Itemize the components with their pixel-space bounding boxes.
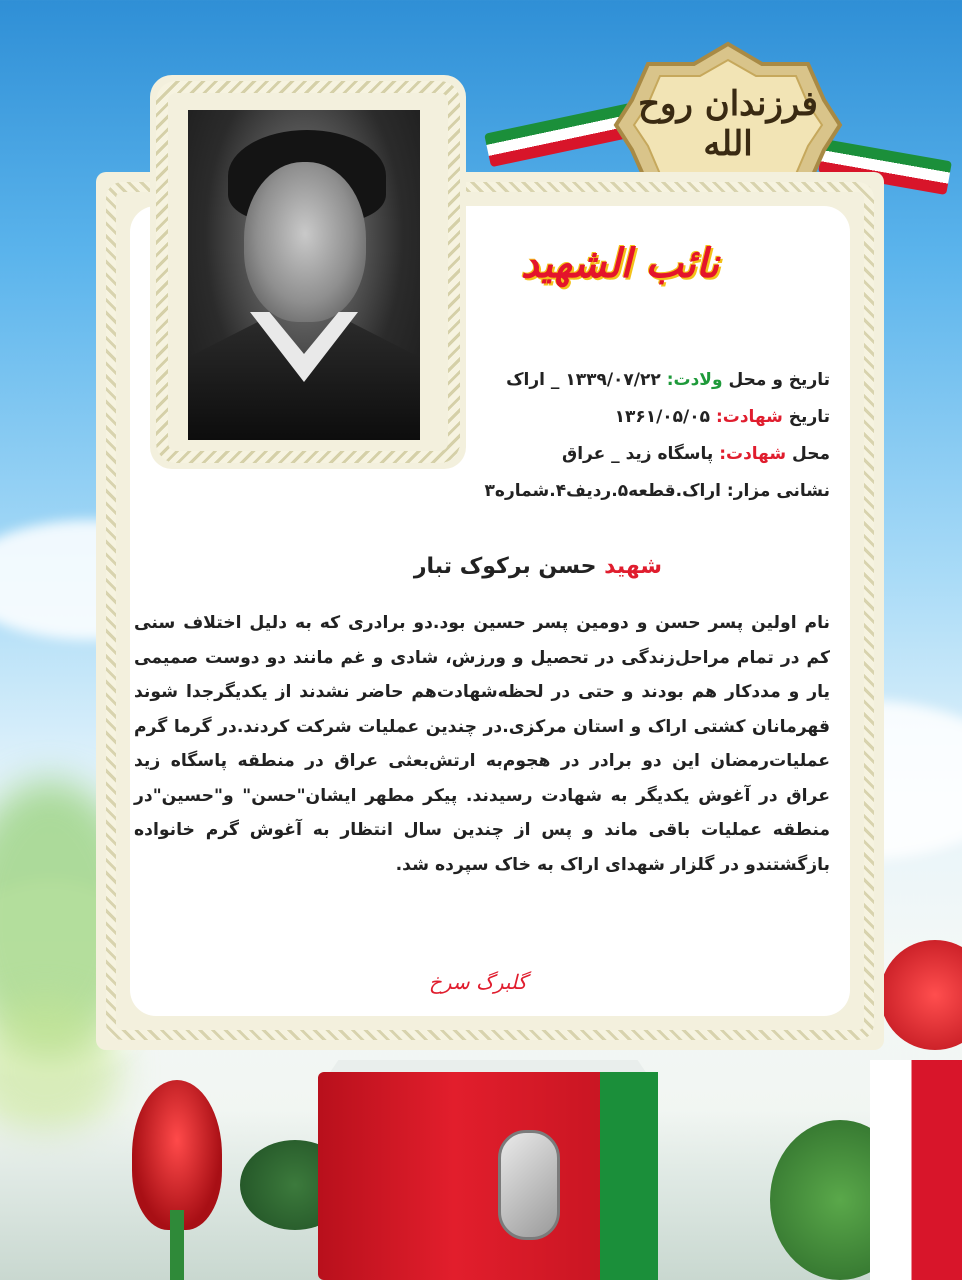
biography-text: نام اولین پسر حسن و دومین پسر حسین بود.دو برادری که به دلیل اختلاف سنی کم در تمام مراحل‌زندگی در تحصیل و ورزش، شادی و غم مانند دو دوست صمیمی یار و مددکار هم بودند و حتی در لحظه‌شهادت‌هم حاضر نشدند از یکدیگرجدا شوند قهرمانان کشتی اراک و استان مرکزی.در چندین عملیات شرکت کردند.در گرما گرم عملیات‌رمضان این دو برادر در هجوم‌به ارتش‌بعثی عراق در منطقه پاسگاه زید عراق در آغوش یکدیگر به شهادت رسیدند. پیکر مطهر ایشان"حسن" و"حسین"در منطقه عملیات باقی ماند و پس از چندین سال انتظار به آغوش گرم خانواده بازگشتندو در گلزار شهدای اراک به خاک سپرده شد. xyxy=(134,613,830,875)
grave-value: اراک.قطعه۵.ردیف۴.شماره۳ xyxy=(484,481,721,501)
tulip-monument-icon xyxy=(132,1080,222,1230)
martyrdom-date-value: ۱۳۶۱/۰۵/۰۵ xyxy=(614,407,711,427)
martyrdom-place-value: پاسگاه زید _ عراق xyxy=(562,444,714,464)
portrait-photo xyxy=(188,110,420,440)
dogtag-icon xyxy=(498,1130,560,1240)
martyrdom-place-line: محل شهادت: پاسگاه زید _ عراق xyxy=(562,444,830,464)
birth-line: تاریخ و محل ولادت: ۱۳۳۹/۰۷/۲۲ _ اراک xyxy=(506,370,830,390)
birth-value: ۱۳۳۹/۰۷/۲۲ _ اراک xyxy=(506,370,661,390)
grave-line: نشانی مزار: اراک.قطعه۵.ردیف۴.شماره۳ xyxy=(484,481,830,501)
emblem-text: فرزندان روح الله xyxy=(638,84,818,164)
flag-decoration-icon xyxy=(870,1060,962,1280)
martyr-name-heading: شهید حسن برکوک تبار xyxy=(413,554,662,579)
martyrdom-date-line: تاریخ شهادت: ۱۳۶۱/۰۵/۰۵ xyxy=(614,407,830,427)
info-block xyxy=(470,362,830,510)
signature-logo: گلبرگ سرخ xyxy=(428,970,528,994)
title-naeb-alshahid: نائب الشهید xyxy=(520,240,720,287)
